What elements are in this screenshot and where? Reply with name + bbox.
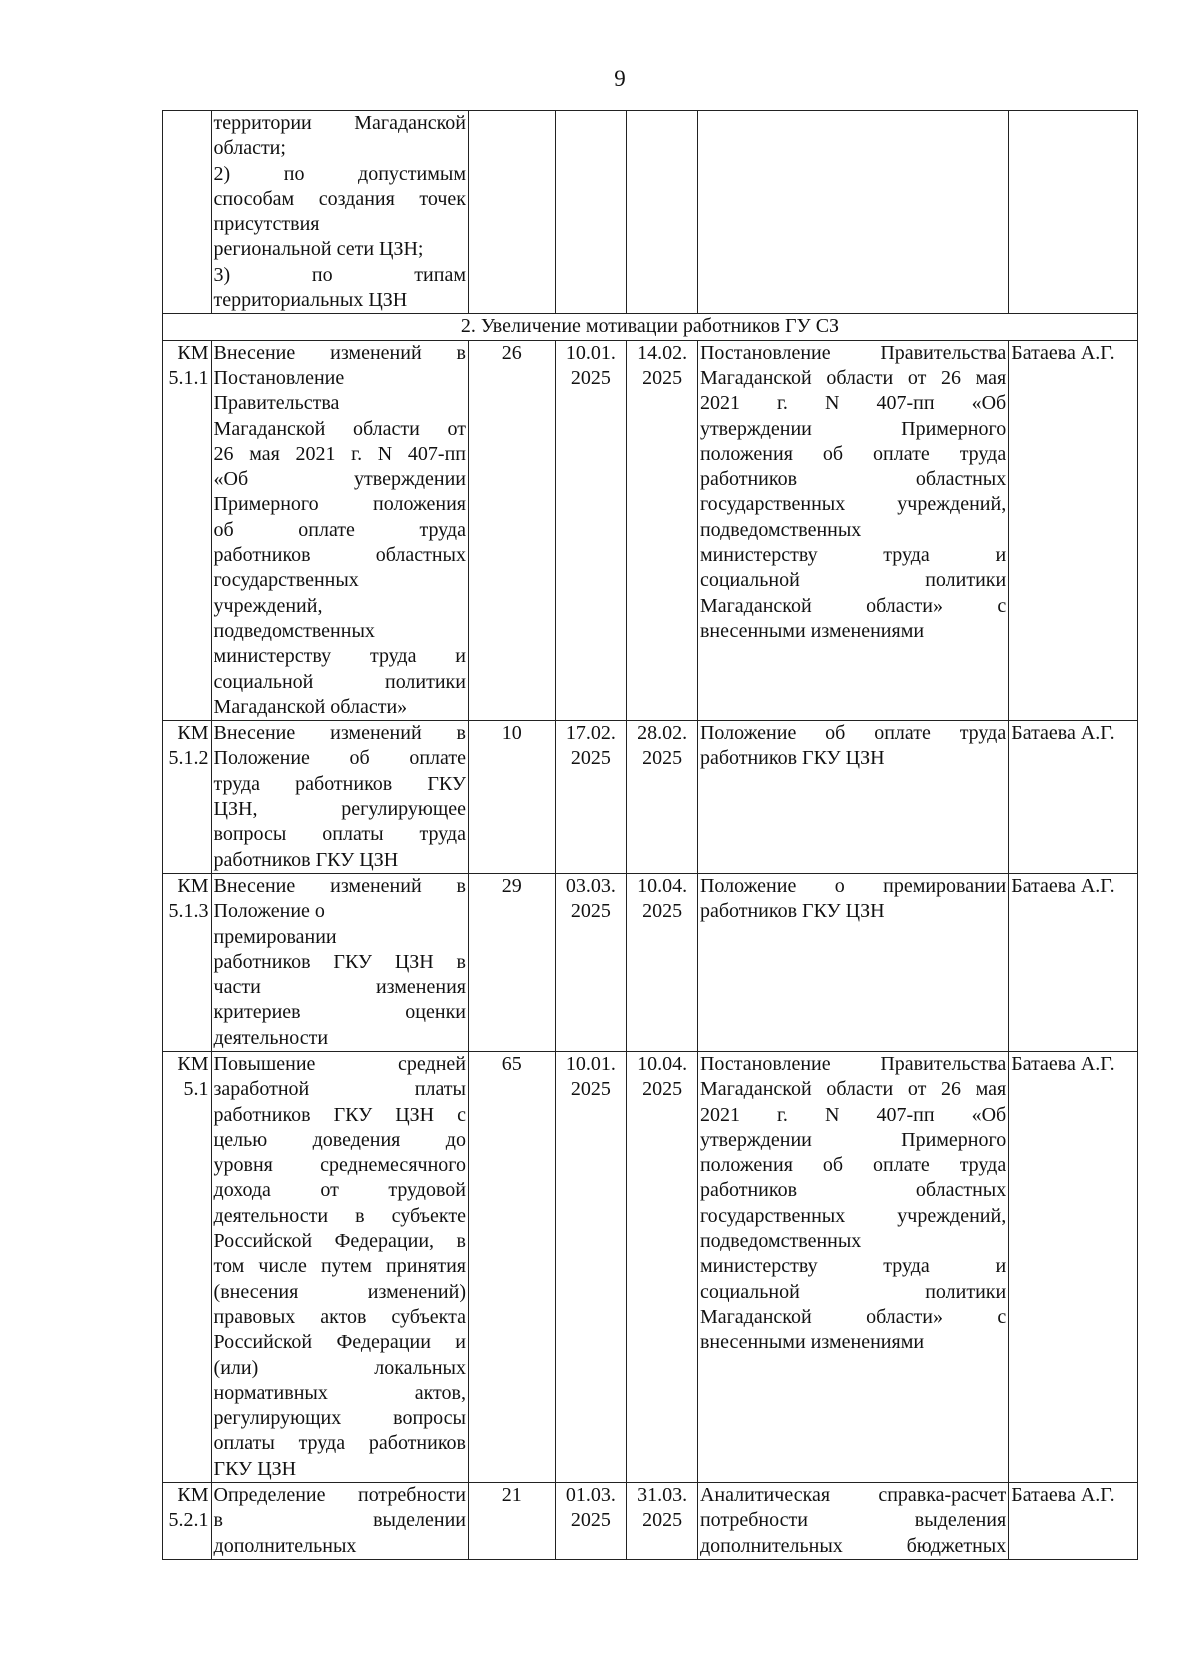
description-cell xyxy=(211,873,468,1051)
end-date-line: 2025 xyxy=(642,1509,683,1532)
start-date-cell xyxy=(555,721,627,874)
description-line: ЦЗН, регулирующее xyxy=(213,798,466,821)
document-line: Магаданской области» с xyxy=(699,594,1007,617)
measure-code-line: КМ xyxy=(177,874,209,897)
table-row xyxy=(163,1051,1138,1482)
start-date-cell xyxy=(555,1051,627,1482)
description-line: труда работников ГКУ xyxy=(213,772,466,795)
document-line: социальной политики xyxy=(699,1280,1007,1303)
document-line: работников областных xyxy=(699,1179,1007,1202)
document-line: 2021 г. N 407-пп «Об xyxy=(699,1103,1007,1126)
description-line: премировании xyxy=(213,925,337,948)
description-line: Примерного положения xyxy=(213,493,466,516)
document-line: потребности выделения xyxy=(699,1509,1007,1532)
description-line: присутствия xyxy=(213,213,320,236)
description-line: дохода от трудовой xyxy=(213,1179,466,1202)
description-line: части изменения xyxy=(213,976,466,999)
measure-code-line: КМ xyxy=(177,341,209,364)
description-line: критериев оценки xyxy=(213,1001,466,1024)
document-line: Постановление Правительства xyxy=(699,1052,1007,1075)
measure-code-cell xyxy=(163,873,212,1051)
description-line: (внесения изменений) xyxy=(213,1280,466,1303)
measure-code-line: 5.1.1 xyxy=(168,366,209,389)
description-line: целью доведения до xyxy=(213,1128,466,1151)
continuation-code-cell xyxy=(163,111,212,314)
duration-days-cell: 21 xyxy=(468,1483,555,1560)
description-line: территориальных ЦЗН xyxy=(213,289,408,312)
continuation-description-cell xyxy=(211,111,468,314)
end-date-line: 2025 xyxy=(642,747,683,770)
document-line: работников ГКУ ЦЗН xyxy=(699,900,885,923)
description-line: том числе путем принятия xyxy=(213,1255,466,1278)
start-date-line: 17.02. xyxy=(565,722,616,745)
description-line: деятельности xyxy=(213,1026,329,1049)
document-line: работников областных xyxy=(699,468,1007,491)
document-cell xyxy=(697,1483,1008,1560)
description-cell xyxy=(211,1051,468,1482)
document-cell xyxy=(697,873,1008,1051)
continuation-responsible-cell xyxy=(1009,111,1138,314)
measure-code-line: 5.1 xyxy=(183,1078,209,1101)
measure-code-line: 5.1.3 xyxy=(168,900,209,923)
description-line: Внесение изменений в xyxy=(213,874,466,897)
document-line: государственных учреждений, xyxy=(699,493,1007,516)
table-body xyxy=(163,111,1138,1560)
responsible-cell: Батаева А.Г. xyxy=(1009,873,1138,1051)
description-line: Положение об оплате xyxy=(213,747,466,770)
description-line: регулирующих вопросы xyxy=(213,1407,466,1430)
measure-code-cell xyxy=(163,340,212,720)
continuation-days-cell xyxy=(468,111,555,314)
measure-code-cell xyxy=(163,1051,212,1482)
measure-code-cell xyxy=(163,721,212,874)
continuation-document-cell xyxy=(697,111,1008,314)
continuation-start-cell xyxy=(555,111,627,314)
table-row xyxy=(163,340,1138,720)
table-row xyxy=(163,873,1138,1051)
description-line: Правительства xyxy=(213,392,340,415)
duration-days-cell: 29 xyxy=(468,873,555,1051)
end-date-line: 28.02. xyxy=(637,722,688,745)
measure-code-cell xyxy=(163,1483,212,1560)
document-line: внесенными изменениями xyxy=(699,619,925,642)
measure-code-line: КМ xyxy=(177,1052,209,1075)
end-date-cell xyxy=(627,1051,698,1482)
document-line: Магаданской области от 26 мая xyxy=(699,1078,1007,1101)
activities-table xyxy=(162,110,1138,1560)
description-line: социальной политики xyxy=(213,670,466,693)
responsible-cell: Батаева А.Г. xyxy=(1009,340,1138,720)
table-row xyxy=(163,721,1138,874)
description-line: способам создания точек xyxy=(213,187,466,210)
document-line: социальной политики xyxy=(699,569,1007,592)
description-line: об оплате труда xyxy=(213,518,466,541)
document-cell xyxy=(697,1051,1008,1482)
description-line: Магаданской области от xyxy=(213,417,466,440)
document-line: Аналитическая справка-расчет xyxy=(699,1484,1007,1507)
end-date-line: 14.02. xyxy=(637,341,688,364)
document-line: Положение об оплате труда xyxy=(699,722,1007,745)
document-line: 2021 г. N 407-пп «Об xyxy=(699,392,1007,415)
description-cell xyxy=(211,721,468,874)
end-date-line: 10.04. xyxy=(637,1052,688,1075)
end-date-line: 2025 xyxy=(642,366,683,389)
document-line: Магаданской области» с xyxy=(699,1305,1007,1328)
description-line: Постановление xyxy=(213,366,345,389)
description-line: заработной платы xyxy=(213,1078,466,1101)
document-line: подведомственных xyxy=(699,518,862,541)
end-date-line: 31.03. xyxy=(637,1484,688,1507)
description-line: Магаданской области» xyxy=(213,695,408,718)
duration-days-cell: 26 xyxy=(468,340,555,720)
start-date-cell xyxy=(555,873,627,1051)
responsible-cell: Батаева А.Г. xyxy=(1009,1483,1138,1560)
document-line: работников ГКУ ЦЗН xyxy=(699,747,885,770)
description-line: (или) локальных xyxy=(213,1356,466,1379)
description-line: 26 мая 2021 г. N 407-пп xyxy=(213,442,466,465)
description-line: министерству труда и xyxy=(213,645,466,668)
description-line: оплаты труда работников xyxy=(213,1432,466,1455)
document-line: министерству труда и xyxy=(699,1255,1007,1278)
description-line: уровня среднемесячного xyxy=(213,1154,466,1177)
document-line: положения об оплате труда xyxy=(699,1154,1007,1177)
description-line: работников областных xyxy=(213,544,466,567)
document-cell xyxy=(697,340,1008,720)
document-line: дополнительных бюджетных xyxy=(699,1534,1007,1557)
measure-code-line: КМ xyxy=(177,1484,209,1507)
description-line: деятельности в субъекте xyxy=(213,1204,466,1227)
description-line: Российской Федерации, в xyxy=(213,1230,466,1253)
description-line: ГКУ ЦЗН xyxy=(213,1457,297,1480)
description-line: правовых актов субъекта xyxy=(213,1305,466,1328)
start-date-line: 10.01. xyxy=(565,1052,616,1075)
start-date-line: 2025 xyxy=(570,747,611,770)
continuation-row xyxy=(163,111,1138,314)
page-number: 9 xyxy=(614,66,626,91)
start-date-line: 2025 xyxy=(570,1078,611,1101)
document-line: утверждении Примерного xyxy=(699,417,1007,440)
duration-days-cell: 65 xyxy=(468,1051,555,1482)
description-line: Определение потребности xyxy=(213,1484,466,1507)
description-line: государственных xyxy=(213,569,359,592)
end-date-cell xyxy=(627,873,698,1051)
description-line: работников ГКУ ЦЗН с xyxy=(213,1103,466,1126)
description-line: 2) по допустимым xyxy=(213,162,466,185)
description-line: подведомственных xyxy=(213,619,375,642)
description-line: учреждений, xyxy=(213,594,323,617)
end-date-cell xyxy=(627,340,698,720)
description-line: работников ГКУ ЦЗН xyxy=(213,848,399,871)
description-cell xyxy=(211,1483,468,1560)
table-row xyxy=(163,1483,1138,1560)
end-date-cell xyxy=(627,1483,698,1560)
end-date-line: 10.04. xyxy=(637,874,688,897)
description-line: работников ГКУ ЦЗН в xyxy=(213,950,466,973)
end-date-line: 2025 xyxy=(642,1078,683,1101)
description-line: Внесение изменений в xyxy=(213,341,466,364)
responsible-cell: Батаева А.Г. xyxy=(1009,721,1138,874)
document-line: государственных учреждений, xyxy=(699,1204,1007,1227)
description-line: Повышение средней xyxy=(213,1052,466,1075)
description-line: нормативных актов, xyxy=(213,1381,466,1404)
duration-days-cell: 10 xyxy=(468,721,555,874)
description-line: Положение о xyxy=(213,900,325,923)
description-cell xyxy=(211,340,468,720)
document-line: Магаданской области от 26 мая xyxy=(699,366,1007,389)
section-title: 2. Увеличение мотивации работников ГУ СЗ xyxy=(163,314,1138,340)
document-line: Положение о премировании xyxy=(699,874,1007,897)
document-line: положения об оплате труда xyxy=(699,442,1007,465)
start-date-line: 03.03. xyxy=(565,874,616,897)
end-date-line: 2025 xyxy=(642,900,683,923)
end-date-cell xyxy=(627,721,698,874)
measure-code-line: 5.2.1 xyxy=(168,1509,209,1532)
document-line: министерству труда и xyxy=(699,544,1007,567)
description-line: вопросы оплаты труда xyxy=(213,823,466,846)
start-date-cell xyxy=(555,340,627,720)
document-line: Постановление Правительства xyxy=(699,341,1007,364)
start-date-line: 10.01. xyxy=(565,341,616,364)
start-date-cell xyxy=(555,1483,627,1560)
description-line: Внесение изменений в xyxy=(213,722,466,745)
start-date-line: 01.03. xyxy=(565,1484,616,1507)
description-line: «Об утверждении xyxy=(213,468,466,491)
description-line: территории Магаданской xyxy=(213,112,466,134)
start-date-line: 2025 xyxy=(570,1509,611,1532)
document-line: утверждении Примерного xyxy=(699,1128,1007,1151)
document-cell xyxy=(697,721,1008,874)
responsible-cell: Батаева А.Г. xyxy=(1009,1051,1138,1482)
document-line: внесенными изменениями xyxy=(699,1331,925,1354)
description-line: области; xyxy=(213,137,286,160)
description-line: региональной сети ЦЗН; xyxy=(213,238,424,261)
document-line: подведомственных xyxy=(699,1230,862,1253)
measure-code-line: КМ xyxy=(177,722,209,745)
description-line: 3) по типам xyxy=(213,263,466,286)
section-row xyxy=(163,314,1138,340)
description-line: дополнительных xyxy=(213,1534,357,1557)
continuation-end-cell xyxy=(627,111,698,314)
start-date-line: 2025 xyxy=(570,900,611,923)
start-date-line: 2025 xyxy=(570,366,611,389)
description-line: Российской Федерации и xyxy=(213,1331,466,1354)
description-line: в выделении xyxy=(213,1509,466,1532)
measure-code-line: 5.1.2 xyxy=(168,747,209,770)
